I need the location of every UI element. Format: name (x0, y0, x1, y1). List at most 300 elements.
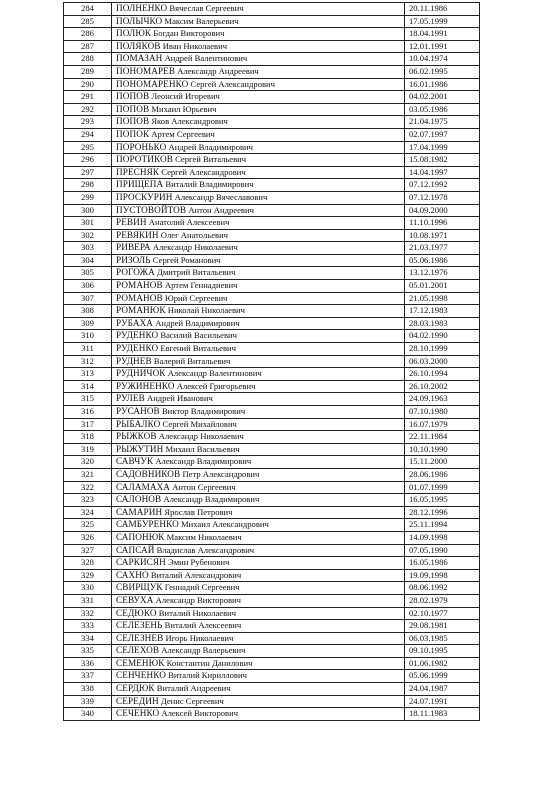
full-name-cell (112, 317, 405, 330)
row-number: 316 (64, 406, 112, 419)
row-number: 319 (64, 443, 112, 456)
surname: СЕЛЕЗЕНЬ (116, 620, 163, 631)
row-number: 322 (64, 481, 112, 494)
given-names: Яков Александрович (151, 116, 228, 127)
table-row (64, 569, 480, 582)
birth-date: 24.04.1987 (405, 683, 480, 696)
given-names: Артем Геннадиевич (164, 280, 238, 291)
table-row (64, 531, 480, 544)
row-number: 335 (64, 645, 112, 658)
row-number: 295 (64, 141, 112, 154)
given-names: Игорь Николаевич (165, 632, 234, 643)
birth-date: 01.06.1982 (405, 657, 480, 670)
table-row (64, 229, 480, 242)
birth-date: 29.08.1981 (405, 620, 480, 633)
table-row (64, 380, 480, 393)
full-name-cell (112, 343, 405, 356)
surname: САВЧУК (116, 456, 154, 467)
surname: СЕРДЮК (116, 683, 155, 694)
table-row (64, 254, 480, 267)
surname: ПОЛЫЧКО (116, 15, 163, 26)
table-row (64, 116, 480, 129)
row-number: 301 (64, 217, 112, 230)
full-name-cell (112, 418, 405, 431)
table-row (64, 519, 480, 532)
surname: РОМАНОВ (116, 292, 163, 303)
full-name-cell (112, 708, 405, 721)
given-names: Богдан Викторович (153, 28, 225, 39)
given-names: Геннадий Сергеевич (164, 582, 240, 593)
birth-date: 03.05.1986 (405, 103, 480, 116)
birth-date: 17.04.1999 (405, 141, 480, 154)
birth-date: 14.04.1997 (405, 166, 480, 179)
surname: СЕНЧЕНКО (116, 670, 166, 681)
given-names: Антон Сергеевич (172, 481, 236, 492)
table-row (64, 708, 480, 721)
surname: РУДЕНКО (116, 343, 159, 354)
surname: ПОЛНЕНКО (116, 3, 168, 13)
full-name-cell (112, 229, 405, 242)
birth-date: 06.03.1985 (405, 632, 480, 645)
given-names: Андрей Владимирович (155, 317, 240, 328)
row-number: 285 (64, 15, 112, 28)
birth-date: 28.03.1983 (405, 317, 480, 330)
table-row (64, 65, 480, 78)
given-names: Сергей Михайлович (162, 418, 237, 429)
table-row (64, 78, 480, 91)
birth-date: 24.09.1963 (405, 393, 480, 406)
birth-date: 19.09.1998 (405, 569, 480, 582)
given-names: Алексей Викторович (161, 708, 239, 719)
roster-body (64, 3, 480, 721)
full-name-cell (112, 28, 405, 41)
birth-date: 28.02.1979 (405, 594, 480, 607)
row-number: 333 (64, 620, 112, 633)
birth-date: 13.12.1976 (405, 267, 480, 280)
surname: ПОНОМАРЕНКО (116, 78, 189, 89)
surname: РЫБАЛКО (116, 418, 161, 429)
row-number: 331 (64, 594, 112, 607)
full-name-cell (112, 683, 405, 696)
surname: РУЖИНЕНКО (116, 380, 175, 391)
row-number: 311 (64, 343, 112, 356)
table-row (64, 179, 480, 192)
row-number: 288 (64, 53, 112, 66)
birth-date: 02.07.1997 (405, 128, 480, 141)
birth-date: 10.08.1971 (405, 229, 480, 242)
table-row (64, 468, 480, 481)
surname: ПОПОВ (116, 91, 150, 102)
birth-date: 16.01.1986 (405, 78, 480, 91)
row-number: 289 (64, 65, 112, 78)
birth-date: 01.07.1999 (405, 481, 480, 494)
surname: РУСАНОВ (116, 406, 160, 416)
table-row (64, 443, 480, 456)
surname: РОГОЖА (116, 267, 155, 278)
table-row (64, 242, 480, 255)
table-row (64, 103, 480, 116)
surname: СЕВУХА (116, 594, 154, 605)
table-row (64, 368, 480, 381)
surname: СЕЛЕЗНЕВ (116, 632, 164, 643)
given-names: Петр Александрович (182, 468, 260, 479)
table-row (64, 141, 480, 154)
given-names: Николай Николаевич (167, 305, 245, 316)
surname: ПОНОМАРЕВ (116, 65, 176, 76)
table-row (64, 632, 480, 645)
birth-date: 16.07.1979 (405, 418, 480, 431)
surname: СЕЛЕХОВ (116, 645, 160, 656)
given-names: Артем Сергеевич (151, 128, 215, 139)
surname: САПОНЮК (116, 531, 165, 542)
surname: РЕВИН (116, 217, 147, 228)
full-name-cell (112, 531, 405, 544)
table-row (64, 53, 480, 66)
surname: ПОРОНЬКО (116, 141, 167, 152)
surname: РУДЕНКО (116, 330, 159, 341)
given-names: Виталий Кириллович (168, 670, 247, 681)
row-number: 300 (64, 204, 112, 217)
full-name-cell (112, 53, 405, 66)
surname: РЕВЯКИН (116, 229, 159, 240)
birth-date: 26.10.1994 (405, 368, 480, 381)
given-names: Юрий Сергеевич (164, 292, 228, 303)
row-number: 292 (64, 103, 112, 116)
given-names: Сергей Романович (152, 254, 221, 265)
row-number: 338 (64, 683, 112, 696)
row-number: 310 (64, 330, 112, 343)
row-number: 302 (64, 229, 112, 242)
birth-date: 06.03.2000 (405, 355, 480, 368)
row-number: 313 (64, 368, 112, 381)
birth-date: 05.06.1986 (405, 254, 480, 267)
birth-date: 12.01.1991 (405, 40, 480, 53)
surname: ПОПОВ (116, 103, 150, 114)
full-name-cell (112, 544, 405, 557)
given-names: Алексей Григорьевич (176, 380, 256, 391)
surname: СЕМЕНЮК (116, 657, 165, 668)
full-name-cell (112, 594, 405, 607)
table-row (64, 267, 480, 280)
full-name-cell (112, 481, 405, 494)
surname: ПОЛЮК (116, 28, 152, 39)
surname: ПОЛЯКОВ (116, 40, 161, 51)
given-names: Александр Владимирович (163, 494, 260, 505)
table-row (64, 594, 480, 607)
full-name-cell (112, 330, 405, 343)
birth-date: 18.04.1991 (405, 28, 480, 41)
row-number: 294 (64, 128, 112, 141)
row-number: 315 (64, 393, 112, 406)
surname: САПСАЙ (116, 544, 155, 555)
full-name-cell (112, 620, 405, 633)
given-names: Андрей Иванович (146, 393, 213, 404)
birth-date: 17.05.1999 (405, 15, 480, 28)
table-row (64, 15, 480, 28)
given-names: Вячеслав Сергеевич (169, 3, 244, 13)
full-name-cell (112, 292, 405, 305)
birth-date: 07.12.1978 (405, 191, 480, 204)
given-names: Виталий Алексеевич (164, 620, 242, 631)
given-names: Дмитрий Витальевич (156, 267, 236, 278)
full-name-cell (112, 569, 405, 582)
given-names: Виталий Николаевич (158, 607, 237, 618)
birth-date: 21.03.1977 (405, 242, 480, 255)
row-number: 287 (64, 40, 112, 53)
full-name-cell (112, 494, 405, 507)
surname: САМБУРЕНКО (116, 519, 179, 530)
surname: РОМАНЮК (116, 305, 166, 316)
table-row (64, 317, 480, 330)
row-number: 293 (64, 116, 112, 129)
row-number: 304 (64, 254, 112, 267)
surname: ПРОСКУРИН (116, 191, 173, 202)
row-number: 317 (64, 418, 112, 431)
full-name-cell (112, 191, 405, 204)
given-names: Виталий Владимирович (165, 179, 254, 190)
row-number: 309 (64, 317, 112, 330)
table-row (64, 280, 480, 293)
table-row (64, 305, 480, 318)
given-names: Владислав Александрович (156, 544, 255, 555)
given-names: Эмин Рубенович (168, 557, 230, 568)
birth-date: 07.10.1980 (405, 406, 480, 419)
row-number: 286 (64, 28, 112, 41)
row-number: 297 (64, 166, 112, 179)
given-names: Максим Николаевич (166, 531, 242, 542)
table-row (64, 343, 480, 356)
table-row (64, 456, 480, 469)
surname: СВИРЩУК (116, 582, 163, 593)
table-row (64, 28, 480, 41)
table-row (64, 683, 480, 696)
row-number: 321 (64, 468, 112, 481)
surname: САДОВНИКОВ (116, 468, 181, 479)
birth-date: 28.12.1996 (405, 506, 480, 519)
given-names: Виталий Александрович (150, 569, 242, 580)
row-number: 320 (64, 456, 112, 469)
given-names: Виктор Владимирович (161, 406, 246, 416)
row-number: 312 (64, 355, 112, 368)
row-number: 305 (64, 267, 112, 280)
birth-date: 24.07.1991 (405, 695, 480, 708)
surname: РЫЖКОВ (116, 431, 157, 442)
table-row (64, 406, 480, 419)
birth-date: 28.10.1999 (405, 343, 480, 356)
row-number: 314 (64, 380, 112, 393)
table-row (64, 645, 480, 658)
surname: ПОМАЗАН (116, 53, 163, 64)
surname: СЕЧЕНКО (116, 708, 160, 719)
full-name-cell (112, 179, 405, 192)
full-name-cell (112, 695, 405, 708)
given-names: Александр Викторович (155, 594, 241, 605)
full-name-cell (112, 65, 405, 78)
birth-date: 20.11.1986 (405, 3, 480, 16)
birth-date: 07.12.1992 (405, 179, 480, 192)
table-row (64, 166, 480, 179)
roster-table (63, 2, 480, 721)
table-row (64, 481, 480, 494)
given-names: Александр Николаевич (158, 431, 244, 442)
table-row (64, 620, 480, 633)
surname: РИЗОЛЬ (116, 254, 151, 265)
full-name-cell (112, 78, 405, 91)
row-number: 339 (64, 695, 112, 708)
table-row (64, 40, 480, 53)
full-name-cell (112, 128, 405, 141)
given-names: Александр Валентинович (167, 368, 262, 379)
row-number: 291 (64, 91, 112, 104)
table-row (64, 355, 480, 368)
surname: РУЛЕВ (116, 393, 145, 404)
birth-date: 08.06.1992 (405, 582, 480, 595)
full-name-cell (112, 267, 405, 280)
given-names: Денис Сергеевич (160, 695, 224, 706)
given-names: Александр Владимирович (155, 456, 252, 467)
full-name-cell (112, 91, 405, 104)
full-name-cell (112, 645, 405, 658)
given-names: Михаил Васильевич (165, 443, 240, 454)
full-name-cell (112, 204, 405, 217)
given-names: Александр Андреевич (177, 65, 259, 76)
table-row (64, 204, 480, 217)
table-row (64, 431, 480, 444)
table-row (64, 91, 480, 104)
full-name-cell (112, 166, 405, 179)
full-name-cell (112, 519, 405, 532)
row-number: 337 (64, 670, 112, 683)
row-number: 327 (64, 544, 112, 557)
full-name-cell (112, 280, 405, 293)
row-number: 284 (64, 3, 112, 16)
surname: СЕРЕДИН (116, 695, 159, 706)
full-name-cell (112, 431, 405, 444)
full-name-cell (112, 368, 405, 381)
full-name-cell (112, 506, 405, 519)
surname: СЕДЮКО (116, 607, 157, 618)
birth-date: 22.11.1984 (405, 431, 480, 444)
row-number: 306 (64, 280, 112, 293)
full-name-cell (112, 15, 405, 28)
row-number: 329 (64, 569, 112, 582)
row-number: 334 (64, 632, 112, 645)
given-names: Валерий Витальевич (153, 355, 231, 366)
birth-date: 07.05.1990 (405, 544, 480, 557)
birth-date: 18.11.1983 (405, 708, 480, 721)
row-number: 318 (64, 431, 112, 444)
table-row (64, 330, 480, 343)
row-number: 307 (64, 292, 112, 305)
full-name-cell (112, 154, 405, 167)
surname: РОМАНОВ (116, 280, 163, 291)
given-names: Леонсий Игоревич (151, 91, 220, 102)
birth-date: 21.04.1975 (405, 116, 480, 129)
given-names: Сергей Александрович (161, 166, 246, 177)
full-name-cell (112, 468, 405, 481)
surname: САЛОНОВ (116, 494, 162, 505)
birth-date: 09.10.1995 (405, 645, 480, 658)
table-row (64, 494, 480, 507)
row-number: 328 (64, 557, 112, 570)
surname: ПОРОТИКОВ (116, 154, 173, 165)
row-number: 325 (64, 519, 112, 532)
birth-date: 11.10.1996 (405, 217, 480, 230)
birth-date: 05.06.1999 (405, 670, 480, 683)
birth-date: 17.12.1983 (405, 305, 480, 318)
surname: РУДНИЧОК (116, 368, 166, 379)
table-row (64, 544, 480, 557)
surname: САЛАМАХА (116, 481, 171, 492)
full-name-cell (112, 40, 405, 53)
given-names: Андрей Валентинович (164, 53, 248, 64)
row-number: 332 (64, 607, 112, 620)
given-names: Александр Валерьевич (161, 645, 246, 656)
table-row (64, 418, 480, 431)
given-names: Михаил Александрович (180, 519, 269, 530)
birth-date: 10.10.1990 (405, 443, 480, 456)
birth-date: 10.04.1974 (405, 53, 480, 66)
table-row (64, 292, 480, 305)
birth-date: 26.10.2002 (405, 380, 480, 393)
full-name-cell (112, 141, 405, 154)
row-number: 323 (64, 494, 112, 507)
birth-date: 28.06.1986 (405, 468, 480, 481)
birth-date: 06.02.1995 (405, 65, 480, 78)
row-number: 324 (64, 506, 112, 519)
table-row (64, 670, 480, 683)
birth-date: 21.05.1998 (405, 292, 480, 305)
table-row (64, 128, 480, 141)
surname: САРКИСЯН (116, 557, 166, 568)
birth-date: 04.09.2000 (405, 204, 480, 217)
full-name-cell (112, 670, 405, 683)
full-name-cell (112, 217, 405, 230)
given-names: Виталий Андреевич (156, 683, 231, 694)
surname: ПРИЩЕПА (116, 179, 164, 190)
row-number: 290 (64, 78, 112, 91)
surname: РИВЕРА (116, 242, 151, 253)
full-name-cell (112, 657, 405, 670)
full-name-cell (112, 632, 405, 645)
given-names: Михаил Юрьевич (151, 103, 217, 114)
row-number: 326 (64, 531, 112, 544)
birth-date: 02.10.1977 (405, 607, 480, 620)
full-name-cell (112, 380, 405, 393)
birth-date: 15.11.2000 (405, 456, 480, 469)
full-name-cell (112, 456, 405, 469)
surname: РУБАХА (116, 317, 154, 328)
given-names: Константин Данилович (166, 657, 253, 668)
given-names: Анатолий Алексеевич (148, 217, 230, 228)
given-names: Александр Николаевич (152, 242, 238, 253)
row-number: 330 (64, 582, 112, 595)
full-name-cell (112, 305, 405, 318)
given-names: Ярослав Петрович (164, 506, 233, 517)
given-names: Евгений Витальевич (160, 343, 236, 354)
given-names: Василий Васильевич (160, 330, 237, 341)
row-number: 298 (64, 179, 112, 192)
table-row (64, 695, 480, 708)
row-number: 340 (64, 708, 112, 721)
given-names: Максим Валерьевич (164, 15, 239, 26)
full-name-cell (112, 607, 405, 620)
table-row (64, 657, 480, 670)
table-row (64, 393, 480, 406)
row-number: 336 (64, 657, 112, 670)
surname: ПУСТОВОЙТОВ (116, 204, 187, 215)
row-number: 308 (64, 305, 112, 318)
